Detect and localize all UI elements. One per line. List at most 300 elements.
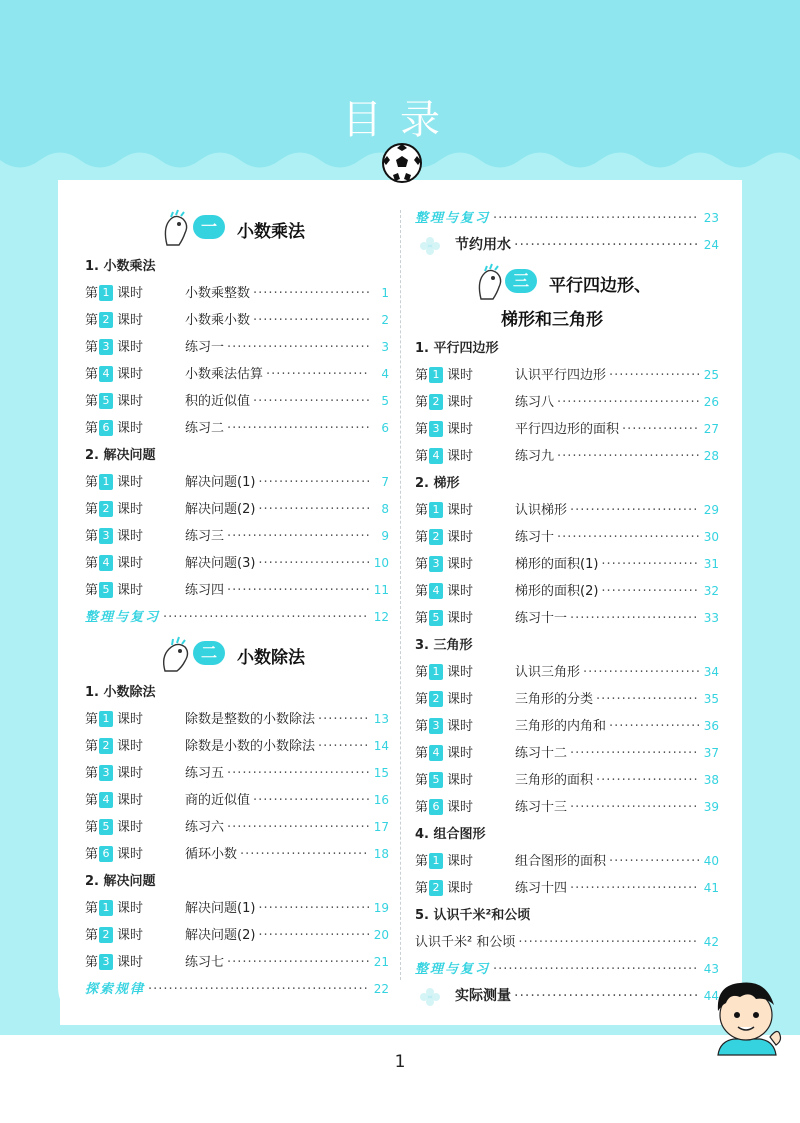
lesson-title: 练习五 — [185, 766, 225, 781]
page-number: 42 — [703, 935, 719, 949]
lesson-title: 小数乘小数 — [185, 313, 251, 328]
lesson-row[interactable] — [85, 361, 389, 388]
lesson-number-badge: 1 — [99, 285, 113, 301]
lesson-suffix: 课时 — [117, 847, 144, 862]
lesson-title: 练习三 — [185, 529, 225, 544]
lesson-prefix: 第 — [85, 955, 99, 970]
lesson-number-badge: 3 — [99, 765, 113, 781]
page-number: 4 — [381, 367, 389, 381]
lesson-suffix: 课时 — [447, 665, 474, 680]
dinosaur-mascot-icon — [157, 209, 193, 249]
page-number: 14 — [373, 739, 389, 753]
leader-dots — [511, 232, 699, 259]
lesson-row[interactable] — [85, 706, 389, 733]
section-5-title: 5. 认识千米²和公顷 — [415, 908, 531, 923]
lesson-number-badge: 2 — [429, 691, 443, 707]
lesson-suffix: 课时 — [447, 719, 474, 734]
lesson-prefix: 第 — [85, 583, 99, 598]
section-2-list — [415, 497, 719, 632]
page-number: 9 — [381, 529, 389, 543]
lesson-suffix: 课时 — [117, 286, 144, 301]
lesson-row[interactable] — [415, 578, 719, 605]
lesson-suffix: 课时 — [117, 955, 144, 970]
lesson-title: 小数乘法估算 — [185, 367, 264, 382]
dinosaur-mascot-icon — [471, 263, 507, 303]
lesson-number-badge: 6 — [99, 420, 113, 436]
review-3[interactable] — [415, 956, 719, 983]
section-1-list — [85, 280, 389, 442]
leader-dots — [490, 956, 699, 983]
leader-dots — [224, 577, 369, 604]
lesson-row[interactable] — [415, 416, 719, 443]
lesson-suffix: 课时 — [447, 368, 474, 383]
lesson-row[interactable] — [415, 875, 719, 902]
unit-1-badge: 一 — [193, 215, 225, 239]
lesson-title: 小数乘整数 — [185, 286, 251, 301]
lesson-number-badge: 2 — [429, 394, 443, 410]
page-number: 41 — [703, 881, 719, 895]
review-1[interactable] — [85, 604, 389, 631]
explore-label: 探索规律 — [85, 982, 146, 997]
lesson-title: 练习二 — [185, 421, 225, 436]
leader-dots — [263, 361, 369, 388]
lesson-suffix: 课时 — [447, 773, 474, 788]
special-activity-2[interactable] — [415, 983, 719, 1010]
lesson-row[interactable] — [85, 841, 389, 868]
page-number: 7 — [381, 475, 389, 489]
section-2-title: 2. 解决问题 — [85, 448, 156, 463]
leader-dots — [567, 497, 699, 524]
lesson-row[interactable] — [415, 551, 719, 578]
lesson-prefix: 第 — [85, 820, 99, 835]
lesson-suffix: 课时 — [447, 584, 474, 599]
leader-dots — [315, 733, 369, 760]
lesson-prefix: 第 — [415, 719, 429, 734]
page-title: 目录 — [342, 97, 458, 143]
lesson-number-badge: 1 — [99, 474, 113, 490]
leader-dots — [315, 706, 369, 733]
leader-dots — [224, 814, 369, 841]
lesson-row[interactable] — [85, 388, 389, 415]
lesson-suffix: 课时 — [117, 583, 144, 598]
lesson-prefix: 第 — [415, 395, 429, 410]
lesson-title: 除数是整数的小数除法 — [185, 712, 316, 727]
page-number: 1 — [381, 286, 389, 300]
lesson-suffix: 课时 — [117, 556, 144, 571]
page-number: 28 — [703, 449, 719, 463]
lesson-number-badge: 6 — [99, 846, 113, 862]
lesson-suffix: 课时 — [447, 503, 474, 518]
page-number: 36 — [703, 719, 719, 733]
lesson-suffix: 课时 — [447, 746, 474, 761]
column-divider — [400, 210, 401, 980]
lesson-title: 练习一 — [185, 340, 225, 355]
lesson-row[interactable] — [85, 415, 389, 442]
lesson-title: 练习四 — [185, 583, 225, 598]
lesson-title: 梯形的面积(2) — [515, 584, 599, 599]
lesson-prefix: 第 — [415, 881, 429, 896]
lesson-row[interactable] — [415, 740, 719, 767]
lesson-prefix: 第 — [415, 854, 429, 869]
page-number: 37 — [703, 746, 719, 760]
lesson-row[interactable] — [85, 334, 389, 361]
review-label: 整理与复习 — [415, 211, 491, 226]
lesson-suffix: 课时 — [117, 739, 144, 754]
cartoon-boy-icon — [700, 975, 790, 1060]
lesson-suffix: 课时 — [117, 529, 144, 544]
page-number: 22 — [373, 982, 389, 996]
lesson-title: 解决问题(2) — [185, 502, 256, 517]
lesson-prefix: 第 — [85, 313, 99, 328]
review-label: 整理与复习 — [85, 610, 161, 625]
lesson-title: 积的近似值 — [185, 394, 251, 409]
lesson-suffix: 课时 — [117, 928, 144, 943]
lesson-number-badge: 5 — [99, 393, 113, 409]
section-1-list — [415, 362, 719, 470]
lesson-number-badge: 1 — [429, 367, 443, 383]
lesson-number-badge: 2 — [99, 501, 113, 517]
lesson-prefix: 第 — [85, 394, 99, 409]
lesson-suffix: 课时 — [447, 422, 474, 437]
lesson-title: 梯形的面积(1) — [515, 557, 599, 572]
lesson-number-badge: 3 — [429, 556, 443, 572]
lesson-row[interactable] — [85, 733, 389, 760]
lesson-title: 认识三角形 — [515, 665, 581, 680]
leader-dots — [567, 875, 699, 902]
lesson-prefix: 第 — [85, 766, 99, 781]
unit-3-title-line2: 梯形和三角形 — [501, 310, 603, 330]
unit-2-header — [85, 631, 389, 679]
unit-3-header — [415, 259, 719, 335]
lesson-suffix: 课时 — [117, 421, 144, 436]
page-number: 3 — [381, 340, 389, 354]
lesson-suffix: 课时 — [117, 820, 144, 835]
lesson-number-badge: 3 — [429, 421, 443, 437]
lesson-row[interactable] — [85, 307, 389, 334]
page-number: 38 — [703, 773, 719, 787]
leader-dots — [511, 983, 699, 1010]
dinosaur-mascot-icon — [157, 635, 193, 675]
page-number: 29 — [703, 503, 719, 517]
lesson-suffix: 课时 — [447, 449, 474, 464]
lesson-title: 解决问题(1) — [185, 475, 256, 490]
lesson-suffix: 课时 — [447, 395, 474, 410]
lesson-title: 组合图形的面积 — [515, 854, 607, 869]
lesson-number-badge: 5 — [99, 819, 113, 835]
page-number: 11 — [373, 583, 389, 597]
lesson-number-badge: 4 — [99, 366, 113, 382]
lesson-number-badge: 5 — [429, 772, 443, 788]
leader-dots — [160, 604, 369, 631]
lesson-number-badge: 3 — [99, 528, 113, 544]
lesson-title: 商的近似值 — [185, 793, 251, 808]
lesson-suffix: 课时 — [447, 800, 474, 815]
left-column — [85, 205, 389, 1003]
section-4-list — [85, 895, 389, 976]
entry-title: 认识千米² 和公顷 — [415, 935, 516, 950]
lesson-prefix: 第 — [415, 800, 429, 815]
lesson-number-badge: 5 — [99, 582, 113, 598]
page-number: 33 — [703, 611, 719, 625]
leader-dots — [250, 787, 369, 814]
lesson-row[interactable] — [85, 922, 389, 949]
page-number: 34 — [703, 665, 719, 679]
lesson-title: 练习八 — [515, 395, 555, 410]
leader-dots — [554, 389, 699, 416]
page-number: 21 — [373, 955, 389, 969]
page-number: 24 — [703, 238, 719, 252]
lesson-suffix: 课时 — [447, 692, 474, 707]
lesson-title: 平行四边形的面积 — [515, 422, 620, 437]
lesson-title: 练习十四 — [515, 881, 568, 896]
leader-dots — [606, 362, 699, 389]
lesson-prefix: 第 — [85, 712, 99, 727]
page-number: 2 — [381, 313, 389, 327]
lesson-row[interactable] — [85, 523, 389, 550]
lesson-suffix: 课时 — [117, 502, 144, 517]
leader-dots — [593, 686, 699, 713]
lesson-title: 循环小数 — [185, 847, 238, 862]
lesson-title: 除数是小数的小数除法 — [185, 739, 316, 754]
page-number: 12 — [373, 610, 389, 624]
leader-dots — [598, 551, 699, 578]
lesson-title: 练习十二 — [515, 746, 568, 761]
page-number: 30 — [703, 530, 719, 544]
lesson-suffix: 课时 — [447, 530, 474, 545]
lesson-row[interactable] — [415, 848, 719, 875]
lesson-row[interactable] — [85, 895, 389, 922]
lesson-number-badge: 1 — [99, 900, 113, 916]
lesson-row[interactable] — [415, 605, 719, 632]
review-label: 整理与复习 — [415, 962, 491, 977]
lesson-row[interactable] — [415, 767, 719, 794]
lesson-prefix: 第 — [85, 901, 99, 916]
lesson-row[interactable] — [85, 760, 389, 787]
page-number: 16 — [373, 793, 389, 807]
lesson-row[interactable] — [415, 497, 719, 524]
lesson-title: 认识平行四边形 — [515, 368, 607, 383]
section-2-list — [85, 469, 389, 604]
lesson-row[interactable] — [415, 794, 719, 821]
lesson-number-badge: 2 — [99, 312, 113, 328]
lesson-title: 练习十三 — [515, 800, 568, 815]
leader-dots — [255, 922, 369, 949]
leader-dots — [255, 496, 369, 523]
page-number: 25 — [703, 368, 719, 382]
section-3-list — [85, 706, 389, 868]
lesson-title: 三角形的分类 — [515, 692, 594, 707]
leader-dots — [145, 976, 369, 1003]
lesson-row[interactable] — [85, 496, 389, 523]
lesson-row[interactable] — [415, 659, 719, 686]
lesson-prefix: 第 — [85, 502, 99, 517]
leader-dots — [224, 523, 369, 550]
unit-2-badge: 二 — [193, 641, 225, 665]
lesson-prefix: 第 — [85, 475, 99, 490]
leader-dots — [554, 524, 699, 551]
lesson-prefix: 第 — [85, 793, 99, 808]
leader-dots — [567, 605, 699, 632]
section-4-title: 4. 组合图形 — [415, 827, 486, 842]
page-number: 35 — [703, 692, 719, 706]
lesson-row[interactable] — [85, 814, 389, 841]
leader-dots — [237, 841, 369, 868]
unit-1-title: 小数乘法 — [237, 222, 305, 242]
lesson-title: 练习九 — [515, 449, 555, 464]
lesson-number-badge: 5 — [429, 610, 443, 626]
lesson-row[interactable] — [85, 280, 389, 307]
page-number: 6 — [381, 421, 389, 435]
lesson-number-badge: 1 — [99, 711, 113, 727]
flower-icon — [415, 236, 445, 256]
page-number: 20 — [373, 928, 389, 942]
lesson-suffix: 课时 — [117, 475, 144, 490]
lesson-title: 解决问题(3) — [185, 556, 256, 571]
toc-entry[interactable] — [415, 929, 719, 956]
lesson-row[interactable] — [415, 524, 719, 551]
right-column — [415, 205, 719, 1010]
lesson-prefix: 第 — [415, 557, 429, 572]
special-activity-1[interactable] — [415, 232, 719, 259]
page-number: 10 — [373, 556, 389, 570]
lesson-suffix: 课时 — [117, 394, 144, 409]
page-number: 44 — [703, 989, 719, 1003]
page-number: 18 — [373, 847, 389, 861]
page-number: 13 — [373, 712, 389, 726]
leader-dots — [554, 443, 699, 470]
unit-1-header — [85, 205, 389, 253]
lesson-title: 三角形的面积 — [515, 773, 594, 788]
lesson-prefix: 第 — [415, 584, 429, 599]
lesson-row[interactable] — [415, 686, 719, 713]
soccer-ball-icon — [381, 142, 423, 184]
lesson-row[interactable] — [85, 577, 389, 604]
section-3-title: 1. 小数除法 — [85, 685, 156, 700]
lesson-number-badge: 3 — [99, 339, 113, 355]
lesson-number-badge: 2 — [99, 738, 113, 754]
leader-dots — [255, 550, 369, 577]
page-number: 31 — [703, 557, 719, 571]
lesson-number-badge: 4 — [429, 583, 443, 599]
lesson-row[interactable] — [85, 550, 389, 577]
lesson-row[interactable] — [415, 362, 719, 389]
explore-rule[interactable] — [85, 976, 389, 1003]
section-3-title: 3. 三角形 — [415, 638, 473, 653]
right-band-top — [740, 180, 800, 380]
lesson-prefix: 第 — [85, 928, 99, 943]
lesson-prefix: 第 — [415, 692, 429, 707]
lesson-suffix: 课时 — [117, 793, 144, 808]
lesson-title: 练习六 — [185, 820, 225, 835]
lesson-suffix: 课时 — [117, 901, 144, 916]
lesson-number-badge: 4 — [99, 555, 113, 571]
bottom-band — [0, 1025, 800, 1035]
lesson-prefix: 第 — [415, 422, 429, 437]
lesson-prefix: 第 — [85, 340, 99, 355]
leader-dots — [567, 794, 699, 821]
special-label: 实际测量 — [455, 988, 511, 1004]
page-number-footer: 1 — [394, 1052, 406, 1072]
flower-icon — [415, 987, 445, 1007]
leader-dots — [250, 280, 369, 307]
lesson-prefix: 第 — [415, 773, 429, 788]
page-number: 19 — [373, 901, 389, 915]
lesson-prefix: 第 — [415, 611, 429, 626]
page-number: 5 — [381, 394, 389, 408]
leader-dots — [224, 334, 369, 361]
lesson-number-badge: 2 — [429, 529, 443, 545]
lesson-number-badge: 6 — [429, 799, 443, 815]
page-number: 17 — [373, 820, 389, 834]
lesson-suffix: 课时 — [117, 340, 144, 355]
leader-dots — [250, 307, 369, 334]
lesson-prefix: 第 — [415, 665, 429, 680]
review-2[interactable] — [415, 205, 719, 232]
lesson-prefix: 第 — [85, 739, 99, 754]
lesson-suffix: 课时 — [117, 766, 144, 781]
leader-dots — [567, 740, 699, 767]
lesson-prefix: 第 — [85, 367, 99, 382]
leader-dots — [255, 895, 369, 922]
right-band — [732, 370, 800, 1030]
lesson-row[interactable] — [85, 949, 389, 976]
unit-3-title-line1: 平行四边形、 — [549, 276, 651, 296]
leader-dots — [606, 848, 699, 875]
lesson-title: 练习十一 — [515, 611, 568, 626]
leader-dots — [598, 578, 699, 605]
lesson-title: 解决问题(1) — [185, 901, 256, 916]
page-number: 27 — [703, 422, 719, 436]
lesson-title: 练习七 — [185, 955, 225, 970]
lesson-number-badge: 3 — [99, 954, 113, 970]
section-3-list — [415, 659, 719, 821]
lesson-prefix: 第 — [85, 847, 99, 862]
lesson-number-badge: 2 — [429, 880, 443, 896]
lesson-row[interactable] — [85, 787, 389, 814]
lesson-row[interactable] — [415, 713, 719, 740]
leader-dots — [515, 929, 699, 956]
lesson-number-badge: 3 — [429, 718, 443, 734]
page-number: 8 — [381, 502, 389, 516]
unit-3-badge: 三 — [505, 269, 537, 293]
page-number: 15 — [373, 766, 389, 780]
lesson-suffix: 课时 — [447, 557, 474, 572]
lesson-row[interactable] — [415, 389, 719, 416]
section-1-title: 1. 平行四边形 — [415, 341, 499, 356]
lesson-suffix: 课时 — [117, 712, 144, 727]
leader-dots — [224, 415, 369, 442]
lesson-prefix: 第 — [85, 286, 99, 301]
page-number: 43 — [703, 962, 719, 976]
lesson-title: 解决问题(2) — [185, 928, 256, 943]
lesson-prefix: 第 — [85, 556, 99, 571]
unit-2-title: 小数除法 — [237, 648, 305, 668]
lesson-suffix: 课时 — [447, 854, 474, 869]
lesson-prefix: 第 — [415, 368, 429, 383]
lesson-prefix: 第 — [85, 421, 99, 436]
lesson-row[interactable] — [85, 469, 389, 496]
lesson-prefix: 第 — [415, 746, 429, 761]
page-number: 40 — [703, 854, 719, 868]
lesson-suffix: 课时 — [117, 367, 144, 382]
lesson-prefix: 第 — [85, 529, 99, 544]
lesson-title: 认识梯形 — [515, 503, 568, 518]
section-4-list — [415, 848, 719, 902]
lesson-row[interactable] — [415, 443, 719, 470]
leader-dots — [255, 469, 369, 496]
lesson-number-badge: 4 — [429, 448, 443, 464]
lesson-prefix: 第 — [415, 530, 429, 545]
